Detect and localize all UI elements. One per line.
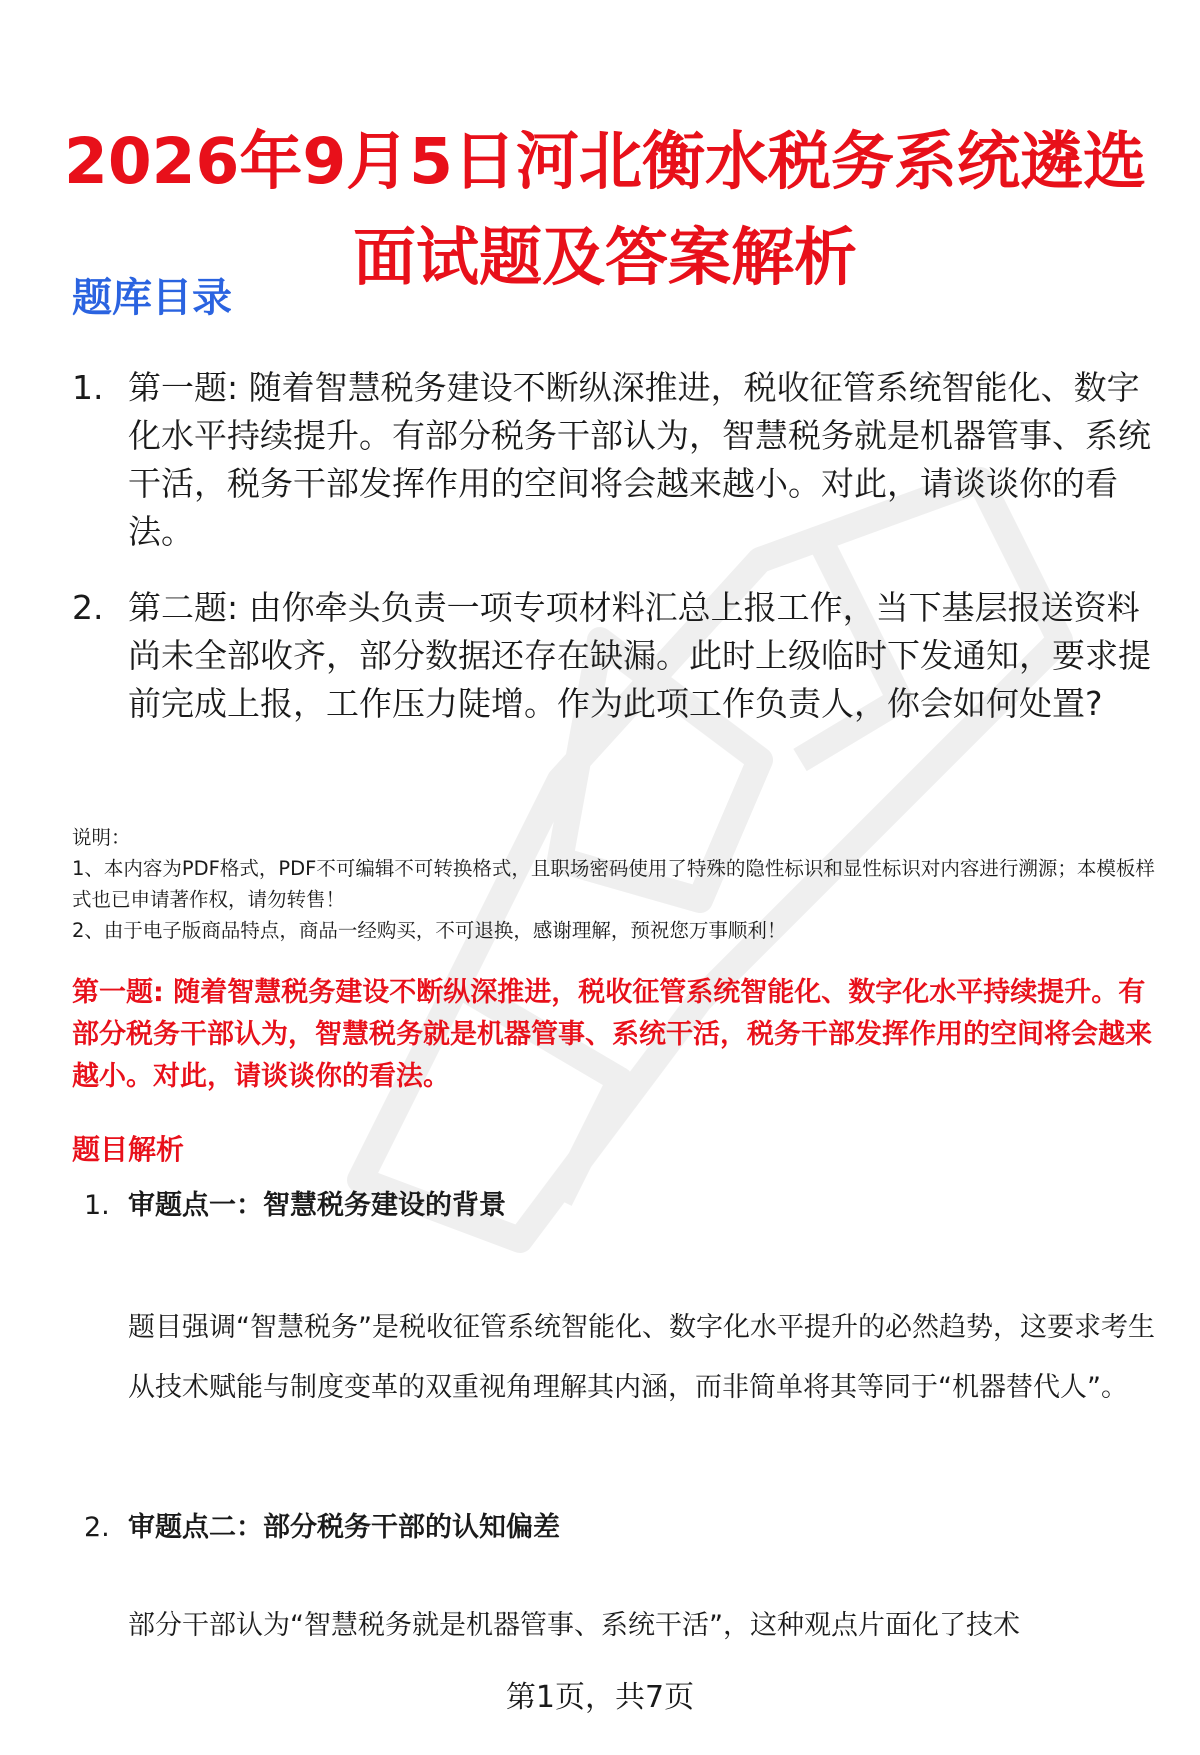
analysis-point-number: 2. bbox=[84, 1512, 110, 1543]
toc-heading: 题库目录 bbox=[72, 275, 232, 321]
analysis-point-number: 1. bbox=[84, 1190, 110, 1221]
disclaimer-note bbox=[72, 822, 1162, 946]
note-label: 说明： bbox=[72, 826, 131, 849]
analysis-heading: 题目解析 bbox=[72, 1133, 185, 1166]
analysis-point-heading bbox=[84, 1186, 506, 1226]
analysis-point-title: 审题点二：部分税务干部的认知偏差 bbox=[128, 1512, 560, 1543]
toc-item-text: 第二题: 由你牵头负责一项专项材料汇总上报工作，当下基层报送资料尚未全部收齐，部分数据还存在缺漏。此时上级临时下发通知，要求提前完成上报，工作压力陡增。作为此项工作负责人，你会如何处置? bbox=[128, 588, 1151, 723]
document-title: 2026年9月5日河北衡水税务系统遴选面试题及答案解析 bbox=[63, 125, 1146, 295]
analysis-point-title: 审题点一：智慧税务建设的背景 bbox=[128, 1190, 506, 1221]
toc-item-number: 1. bbox=[72, 368, 104, 407]
toc-item[interactable] bbox=[72, 364, 1152, 556]
page-footer: 第1页，共7页 bbox=[505, 1680, 695, 1715]
analysis-point-heading bbox=[84, 1508, 560, 1548]
note-line-2: 2、由于电子版商品特点，商品一经购买，不可退换，感谢理解，预祝您万事顺利！ bbox=[72, 919, 787, 942]
question-title: 第一题: 随着智慧税务建设不断纵深推进，税收征管系统智能化、数字化水平持续提升。有部分税务干部认为，智慧税务就是机器管事、系统干活，税务干部发挥作用的空间将会越来越小。对此，请谈谈你的看法。 bbox=[72, 977, 1152, 1092]
toc-item-number: 2. bbox=[72, 588, 104, 627]
toc-list bbox=[72, 364, 1152, 756]
toc-item-text: 第一题: 随着智慧税务建设不断纵深推进，税收征管系统智能化、数字化水平持续提升。有部分税务干部认为，智慧税务就是机器管事、系统干活，税务干部发挥作用的空间将会越来越小。对此，请谈谈你的看法。 bbox=[128, 368, 1151, 551]
analysis-point-body: 部分干部认为“智慧税务就是机器管事、系统干活”，这种观点片面化了技术 bbox=[128, 1610, 1020, 1641]
note-line-1: 1、本内容为PDF格式，PDF不可编辑不可转换格式，且职场密码使用了特殊的隐性标识和显性标识对内容进行溯源；本模板样式也已申请著作权，请勿转售！ bbox=[72, 857, 1155, 911]
analysis-point-body: 题目强调“智慧税务”是税收征管系统智能化、数字化水平提升的必然趋势，这要求考生从技术赋能与制度变革的双重视角理解其内涵，而非简单将其等同于“机器替代人”。 bbox=[128, 1312, 1155, 1403]
toc-item[interactable] bbox=[72, 584, 1152, 728]
